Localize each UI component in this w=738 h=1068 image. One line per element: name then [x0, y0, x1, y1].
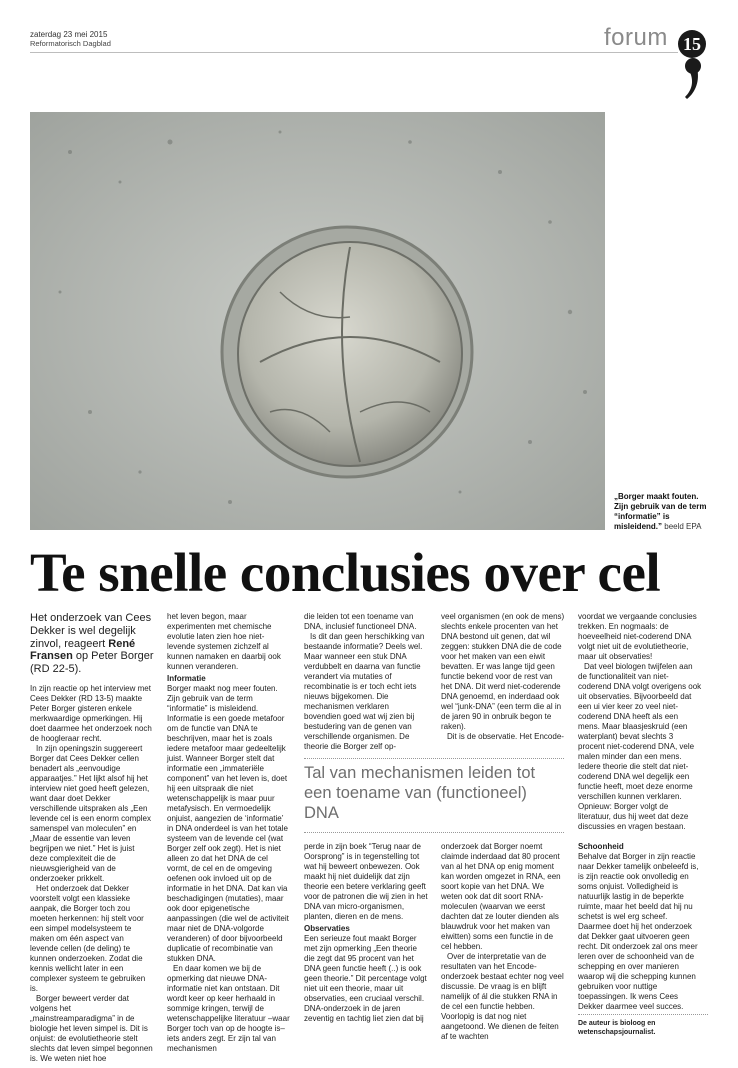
lead-tail: op Peter Borger (RD 22-5).: [30, 650, 154, 676]
subheading: Observaties: [304, 924, 350, 933]
caption-text: „Borger maakt fouten. Zijn gebruik van de term “informatie” is misleidend.”: [614, 492, 707, 531]
paragraph: In zijn reactie op het interview met Cees Dekker (RD 13-5) maakte Peter Borger gisteren enkele merkwaardige opmerkingen. Hij doet daarmee het onderzoek noch de hoogleraar recht.: [30, 683, 152, 743]
author-note: De auteur is bioloog en wetenschapsjournalist.: [578, 1014, 708, 1037]
masthead-rule: [30, 52, 678, 53]
paragraph: Is dit dan geen herschikking van bestaande informatie? Deels wel. Maar wanneer een stuk DNA verdubbelt en daarna van functie verandert via mutaties of recombinatie is er toch echt iets nieuws bijgekomen. Die mechanismen verklaren bovendien goed wat wij zien bij bestudering van de genen van verschillende organismen. De theorie die Borger zelf op-: [304, 632, 425, 751]
lead-author: René Fransen: [30, 637, 136, 663]
paragraph: perde in zijn boek “Terug naar de Oorsprong” is in tegenstelling tot wat hij beweert onbewezen. Ook maakt hij niet duidelijk dat zijn theorie een betere verklaring geeft voor de patronen die wij zien in het DNA van micro-organismen, planten, dieren en de mens.: [304, 842, 428, 921]
photo-caption: [614, 492, 710, 532]
column-3-bottom: [304, 842, 428, 1024]
paragraph: Over de interpretatie van de resultaten van het Encode-onderzoek bestaat echter nog veel discussie. De vraag is en blijft namelijk of ál die stukken RNA in de cel een functie hebben. Voorlopig is dat nog niet aangetoond. We dienen de feiten af te wachten: [441, 952, 564, 1041]
page-number-badge: 15: [678, 30, 706, 58]
column-4: [441, 612, 565, 742]
subheading: Informatie: [167, 674, 206, 683]
photo-credit: beeld EPA: [664, 522, 702, 531]
paragraph: Behalve dat Borger in zijn reactie naar Dekker tamelijk onbeleefd is, is zijn reactie ook onvolledig en soms onjuist. Volledigheid is natuurlijk lastig in de beperkte ruimte, maar het beeld dat hij nu schetst is wel erg scheef. Daarmee doet hij het onderzoek dat Dekker gaat uitvoeren geen recht. Dit onderzoek zal ons meer leren over de schoonheid van de schepping en over manieren waarop wij die schepping kunnen gebruiken voor nuttige toepassingen. Ik wens Cees Dekker daarmee veel succes.: [578, 852, 699, 1011]
pull-quote: Tal van mechanismen leiden tot een toename van (functioneel) DNA: [304, 758, 564, 823]
column-4-bottom: [441, 842, 565, 1042]
lead-text: Het onderzoek van Cees Dekker is wel degelijk zinvol, reageert: [30, 612, 152, 650]
paragraph: In zijn openingszin suggereert Borger dat Cees Dekker cellen benadert als „eenvoudige apparaatjes.” Het lijkt alsof hij het interview niet goed heeft gelezen, want daar doet Dekker verschillende uitspraken als „Een levende cel is een enorm complex samenspel van moleculen” en „Maar de essentie van leven begrijpen we niet.” Het is juist deze complexiteit die de nieuwsgierigheid van de onderzoeker prikkelt.: [30, 743, 151, 883]
paragraph: Dat veel biologen twijfelen aan de functionaliteit van niet-coderend DNA volgt overigens ook uit observaties. Bijvoorbeeld dat een ui vier keer zo veel niet-coderend DNA heeft als een mens. Maar blaasjeskruid (een waterplant) bevat slechts 3 procent niet-coderend DNA, vele malen minder dan een mens. Iedere theorie die stelt dat niet-coderend DNA wel degelijk een functie heeft, moet deze enorme verschillen kunnen verklaren. Opnieuw: Borger volgt de literatuur, dus hij weet dat deze discussies en vragen bestaan.: [578, 662, 702, 831]
subheading: Schoonheid: [578, 842, 624, 851]
lead-paragraph: [30, 612, 154, 676]
column-5: [578, 612, 702, 1012]
paragraph: Borger maakt nog meer fouten. Zijn gebruik van de term “informatie” is misleidend. Informatie is een goede metafoor om de functie van DNA te beschrijven, maar het is zoals iedere metafoor maar gedeeltelijk juist. Wanneer Borger stelt dat informatie een „immateriële component” van het leven is, doet hij een uitspraak die niet wetenschappelijk is maar puur metafysisch. En vermoedelijk onjuist, aangezien de ‘informatie’ in DNA onderdeel is van het totale systeem van de levende cel (wat Borger zelf ook zegt). Het is niet alleen zo dat het DNA de cel vormt, de cel en de omgeving oefenen ook invloed uit op de informatie in het DNA. Dat kan via beschadigingen (mutaties), maar ook door epigenetische aanpassingen (die wel de activiteit maar niet de DNA-volgorde veranderen) of door bijvoorbeeld duplicatie of recombinatie van stukken DNA.: [167, 684, 289, 963]
paragraph: veel organismen (en ook de mens) slechts enkele procenten van het DNA bestond uit genen, dat wil zeggen: stukken DNA die de code voor het maken van een eiwit bevatten. Er was lange tijd geen functie bekend voor de rest van het DNA. Dit werd niet-coderende DNA genoemd, en inderdaad ook wel “junk-DNA” (een term die al in de jaren 90 in onbruik begon te raken).: [441, 612, 565, 731]
paragraph: Een serieuze fout maakt Borger met zijn opmerking „Een theorie die zegt dat 95 procent van het DNA geen functie heeft (..) is ook geen theorie.” Dit percentage volgt niet uit een theorie, maar uit observaties, een cruciaal verschil. DNA-onderzoek in de jaren zeventig en tachtig liet zien dat bij: [304, 934, 427, 1023]
column-1: [30, 612, 154, 1064]
paragraph: Het onderzoek dat Dekker voorstelt volgt een klassieke aanpak, die Borger toch zou moeten herkennen: hij stelt voor een simpel modelsysteem te maken om één aspect van levende cellen (de deling) te kunnen onderzoeken. Zodat die kennis wellicht later in een complexer systeem te gebruiken is.: [30, 883, 146, 993]
section-title: forum: [604, 24, 668, 51]
paragraph: En daar komen we bij de opmerking dat nieuwe DNA-informatie niet kan ontstaan. Dit wordt keer op keer herhaald in sommige kringen, terwijl de wetenschappelijke literatuur –waar Borger toch van op de hoogte is– iets anders zegt. Er zijn tal van mechanismen: [167, 964, 290, 1053]
column-2: [167, 612, 291, 1054]
paragraph: Borger beweert verder dat volgens het „mainstreamparadigma” in de biologie het leven simpel is. Dit is onjuist: de evolutietheorie stelt slechts dat leven simpel begonnen is. We weten niet hoe: [30, 993, 153, 1063]
comma-icon: [684, 56, 702, 100]
paragraph: die leiden tot een toename van DNA, inclusief functioneel DNA.: [304, 612, 417, 631]
issue-date: zaterdag 23 mei 2015: [30, 30, 108, 39]
paragraph: voordat we vergaande conclusies trekken. En nogmaals: de hoeveelheid niet-coderend DNA volgt niet uit de evolutietheorie, maar uit observaties!: [578, 612, 697, 661]
cell-embryo-photo: [30, 112, 605, 530]
publication-name: Reformatorisch Dagblad: [30, 39, 111, 48]
paragraph: onderzoek dat Borger noemt claimde inderdaad dat 80 procent van al het DNA op enig moment kan worden omgezet in RNA, een soort kopie van het DNA. We weten ook dat dit soort RNA-moleculen (waarvan we eerst dachten dat ze louter dienden als blauwdruk voor het maken van eiwitten) soms een functie in de cel hebben.: [441, 842, 561, 951]
pull-quote-rule: [304, 832, 564, 833]
masthead-date-block: [30, 30, 111, 48]
paragraph: het leven begon, maar experimenten met chemische evolutie laten zien hoe niet-levende systemen zichzelf al kunnen namaken en daarbij ook kunnen veranderen.: [167, 612, 281, 671]
headline: Te snelle conclusies over cel: [30, 542, 661, 603]
column-3: [304, 612, 428, 752]
paragraph: Dit is de observatie. Het Encode-: [447, 732, 564, 741]
